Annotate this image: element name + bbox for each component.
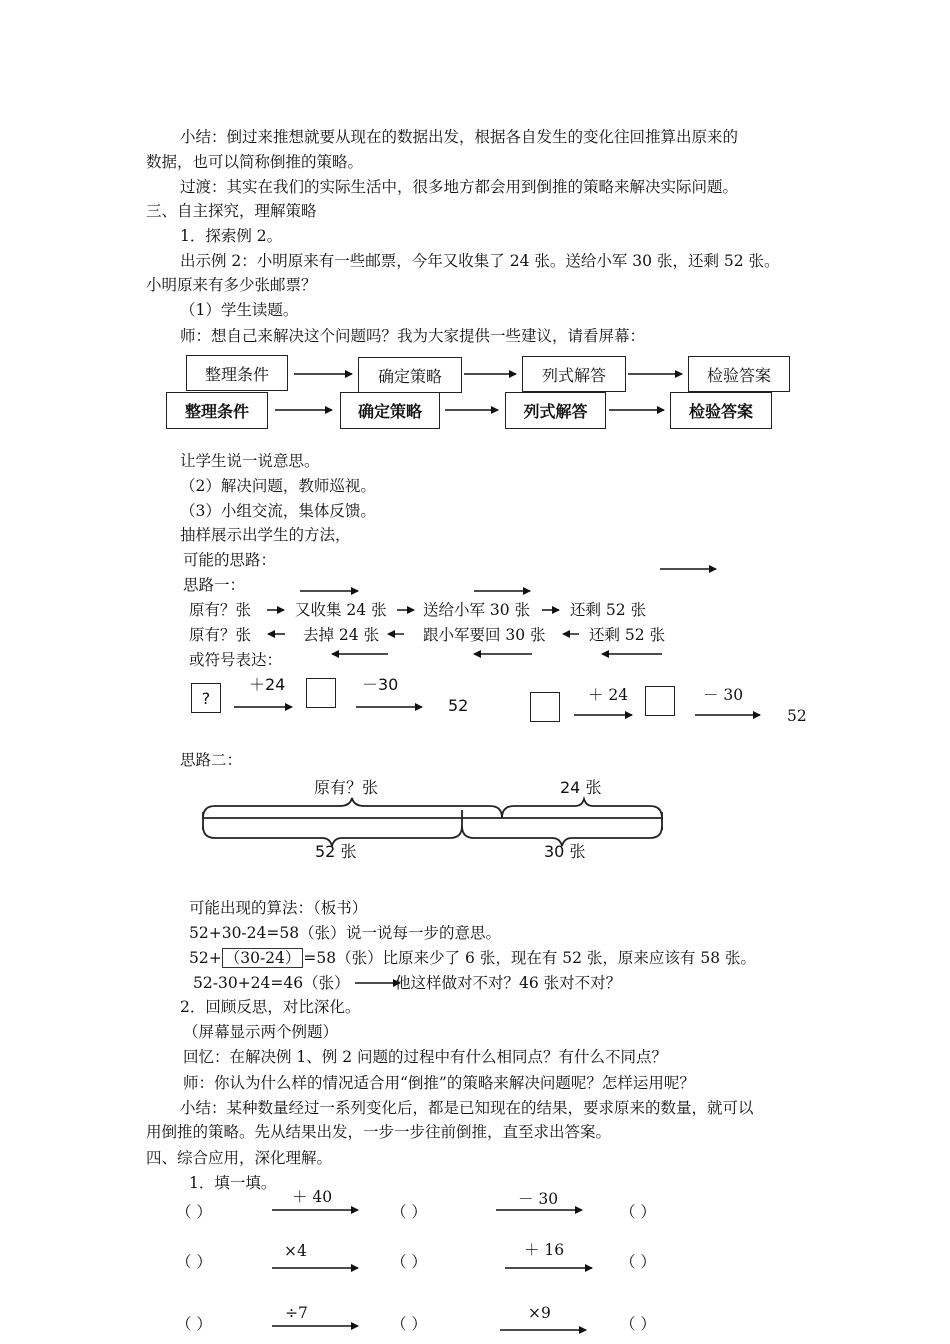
fill-row3-op1: ÷7 — [285, 1304, 308, 1322]
review-recall: 回忆：在解决例 1、例 2 问题的过程中有什么相同点？有什么不同点？ — [183, 1048, 668, 1066]
review-summary-line2: 用倒推的策略。先从结果出发，一步一步往前倒推，直至求出答案。 — [146, 1123, 612, 1141]
flow1-box-1: 整理条件 — [186, 355, 288, 391]
example-line2: 小明原来有多少张邮票？ — [146, 276, 317, 294]
idea2-top-left: 原有？张 — [314, 778, 379, 797]
fill-row1-op2: － 30 — [518, 1190, 559, 1208]
section4-item1: 1．填一填。 — [189, 1174, 277, 1192]
example-line1: 出示例 2：小明原来有一些邮票，今年又收集了 24 张。送给小军 30 张，还剩 52 张。 — [180, 252, 780, 270]
fill-row3-op2: ×9 — [528, 1304, 551, 1322]
idea1-backward-2: 去掉 24 张 — [303, 626, 380, 644]
eq1: 52+30-24=58（张） — [189, 924, 346, 942]
fill-row3-blank1: （ ） — [176, 1315, 212, 1333]
flow2-box-4: 检验答案 — [670, 392, 772, 429]
brace-top-left — [203, 798, 502, 818]
fill-row3-blank2: （ ） — [391, 1315, 427, 1333]
symbolic-op2b: － 30 — [703, 686, 744, 704]
eq2 — [189, 948, 756, 968]
symbolic-label: 或符号表达： — [189, 651, 283, 669]
idea1-backward-4: 还剩 52 张 — [589, 626, 666, 644]
flow1-box-3: 列式解答 — [522, 356, 626, 392]
brace-top-right — [502, 799, 662, 818]
transition-text: 过渡：其实在我们的实际生活中，很多地方都会用到倒推的策略来解决实际问题。 — [180, 178, 739, 196]
blank-box-3 — [645, 686, 675, 716]
flow1-box-4: 检验答案 — [688, 356, 790, 392]
possible-ideas: 可能的思路： — [183, 551, 277, 569]
idea1-forward-4: 还剩 52 张 — [570, 601, 647, 619]
flow2-box-1: 整理条件 — [166, 392, 268, 429]
eq3-note: 他这样做对不对？46 张对不对？ — [395, 974, 622, 992]
say-meaning: 让学生说一说意思。 — [180, 452, 320, 470]
fill-row2-op2: ＋ 16 — [524, 1241, 565, 1259]
question-box: ? — [191, 683, 221, 713]
flow2-box-3: 列式解答 — [505, 392, 606, 429]
symbolic-result: 52 — [448, 696, 469, 715]
flow2-box-2: 确定策略 — [340, 392, 440, 429]
review-screen: （屏幕显示两个例题） — [183, 1023, 339, 1041]
idea2-bottom-right: 30 张 — [544, 842, 586, 861]
summary1-line1: 小结：倒过来推想就要从现在的数据出发，根据各自发生的变化往回推算出原来的 — [180, 128, 739, 146]
idea1-forward-3: 送给小军 30 张 — [423, 601, 531, 619]
step3: （3）小组交流，集体反馈。 — [180, 502, 376, 520]
review-teacher: 师：你认为什么样的情况适合用“倒推”的策略来解决问题呢？怎样运用呢？ — [183, 1074, 695, 1092]
symbolic-resultb: 52 — [787, 707, 807, 725]
idea1-forward-1: 原有？张 — [189, 601, 252, 619]
section3-item1: 1．探索例 2。 — [180, 227, 283, 245]
summary1-line2: 数据，也可以简称倒推的策略。 — [146, 153, 364, 171]
eq3: 52-30+24=46（张） — [193, 974, 350, 992]
fill-row1-op1: ＋ 40 — [292, 1188, 333, 1206]
section3-heading: 三、自主探究，理解策略 — [146, 202, 317, 220]
symbolic-op1: ＋24 — [249, 675, 286, 694]
idea2-bottom-left: 52 张 — [315, 842, 357, 861]
fill-row2-blank3: （ ） — [620, 1253, 656, 1271]
symbolic-op2: －30 — [362, 675, 399, 694]
fill-row1-blank2: （ ） — [391, 1203, 427, 1221]
blank-box-1 — [306, 678, 336, 708]
fill-row2-op1: ×4 — [284, 1242, 307, 1260]
fill-row2-blank1: （ ） — [176, 1253, 212, 1271]
fill-row1-blank3: （ ） — [620, 1203, 656, 1221]
review-summary-line1: 小结：某种数量经过一系列变化后，都是已知现在的结果，要求原来的数量，就可以 — [180, 1099, 754, 1117]
idea1-forward-2: 又收集 24 张 — [295, 601, 387, 619]
idea1-backward-3: 跟小军要回 30 张 — [423, 626, 546, 644]
step1: （1）学生读题。 — [180, 301, 299, 319]
step2: （2）解决问题，教师巡视。 — [180, 477, 376, 495]
algorithms-heading: 可能出现的算法：（板书） — [189, 899, 368, 917]
idea1-backward-1: 原有？张 — [189, 626, 252, 644]
eq2-boxed: （30-24） — [222, 948, 304, 968]
fill-row2-blank2: （ ） — [391, 1253, 427, 1271]
fill-row1-blank1: （ ） — [176, 1203, 212, 1221]
eq1-note: 说一说每一步的意思。 — [346, 924, 502, 942]
idea2-label: 思路二： — [180, 751, 243, 769]
idea2-top-right: 24 张 — [560, 778, 602, 797]
symbolic-op1b: ＋ 24 — [588, 686, 629, 704]
eq2-pre: 52+ — [189, 949, 222, 967]
teacher1: 师：想自己来解决这个问题吗？我为大家提供一些建议，请看屏幕： — [180, 327, 646, 345]
blank-box-2 — [530, 692, 560, 722]
review-item2: 2．回顾反思，对比深化。 — [180, 998, 361, 1016]
section4-heading: 四、综合应用，深化理解。 — [146, 1149, 333, 1167]
sample-text: 抽样展示出学生的方法， — [180, 526, 351, 544]
eq2-post: =58（张）比原来少了 6 张，现在有 52 张，原来应该有 58 张。 — [303, 949, 756, 967]
fill-row3-blank3: （ ） — [620, 1315, 656, 1333]
flow1-box-2: 确定策略 — [358, 357, 462, 393]
idea1-label: 思路一： — [183, 576, 246, 594]
